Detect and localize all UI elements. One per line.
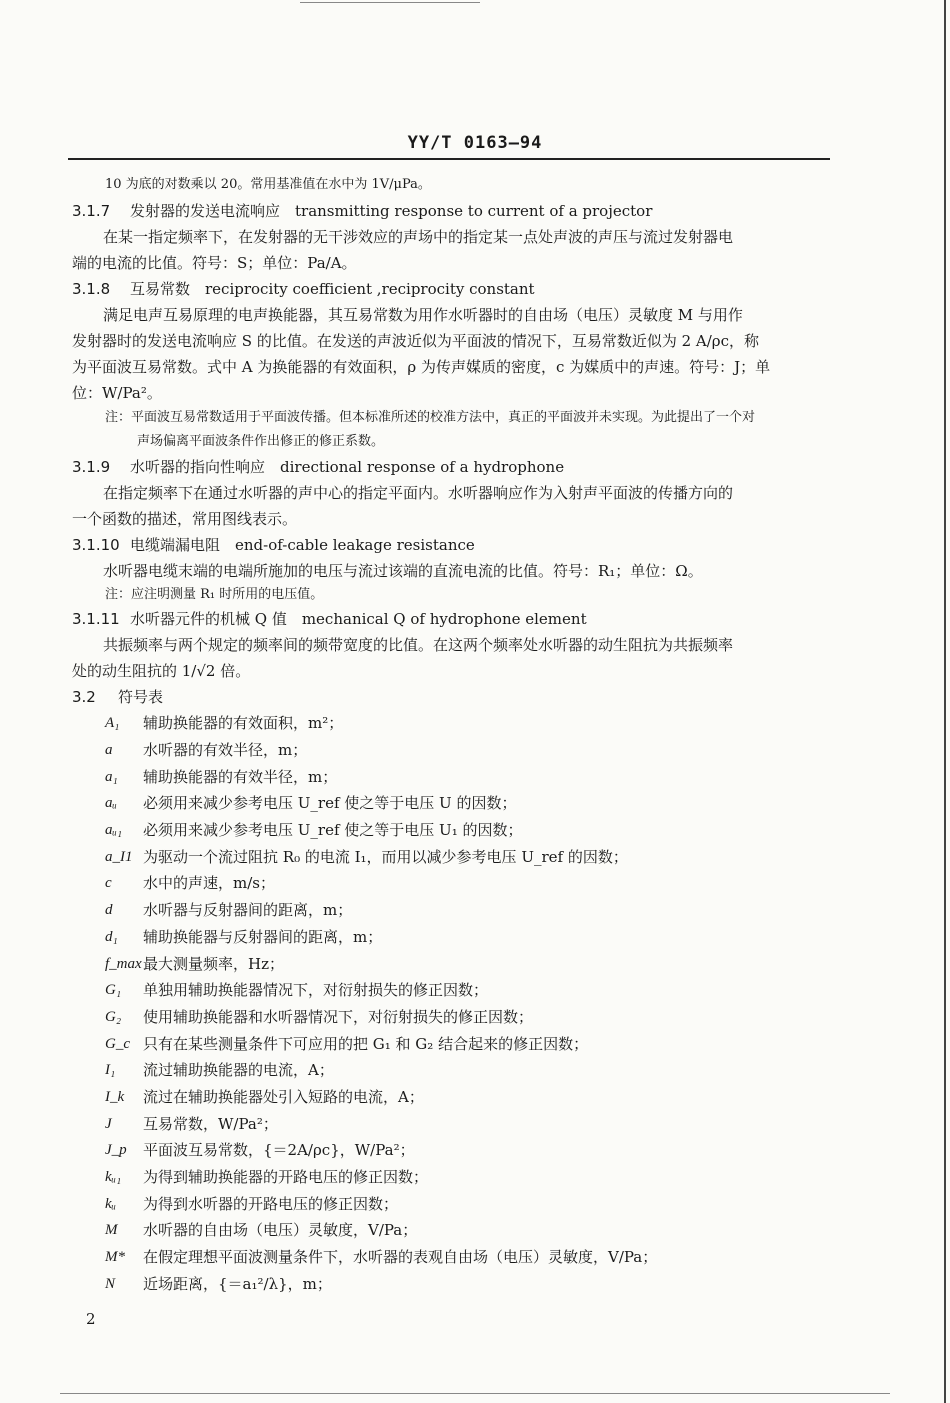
symbol-description: 辅助换能器的有效半径，m；	[143, 767, 338, 786]
symbol-description: 水听器的有效半径，m；	[143, 741, 308, 760]
symbol-term: M*	[105, 1249, 125, 1266]
symbol-row	[72, 1190, 832, 1217]
symbol-row	[72, 870, 832, 897]
symbol-row	[72, 1084, 832, 1111]
scan-edge-line	[944, 0, 946, 1403]
symbol-row	[72, 1270, 832, 1297]
symbol-term: a	[105, 742, 113, 759]
symbol-description: 流过在辅助换能器处引入短路的电流，A；	[143, 1087, 424, 1106]
symbol-term: d₁	[105, 928, 118, 945]
section-title: 电缆端漏电阻 end-of-cable leakage resistance	[130, 536, 475, 554]
symbol-description: 使用辅助换能器和水听器情况下，对衍射损失的修正因数；	[143, 1007, 534, 1026]
symbol-description: 水中的声速，m/s；	[143, 874, 275, 893]
symbol-term: c	[105, 875, 112, 892]
paragraph-line: 端的电流的比值。符号：S；单位：Pa/A。	[72, 254, 357, 272]
symbol-row	[72, 1137, 832, 1164]
symbol-term: G₁	[105, 982, 122, 999]
symbol-term: d	[105, 902, 113, 919]
section-number: 3.2	[72, 688, 96, 706]
paragraph-line: 在某一指定频率下，在发射器的无干涉效应的声场中的指定某一点处声波的声压与流过发射器电	[103, 228, 734, 246]
section-number: 3.1.10	[72, 536, 120, 554]
symbol-description: 近场距离，{＝a₁²/λ}，m；	[143, 1274, 332, 1293]
symbol-description: 只有在某些测量条件下可应用的把 G₁ 和 G₂ 结合起来的修正因数；	[143, 1034, 589, 1053]
note-line: 注：应注明测量 R₁ 时所用的电压值。	[105, 587, 324, 602]
symbol-term: aᵤ	[105, 795, 117, 812]
symbol-description: 在假定理想平面波测量条件下，水听器的表观自由场（电压）灵敏度，V/Pa；	[143, 1248, 658, 1267]
section-number: 3.1.11	[72, 610, 120, 628]
paragraph-line: 位：W/Pa²。	[72, 384, 162, 402]
symbol-description: 水听器的自由场（电压）灵敏度，V/Pa；	[143, 1221, 418, 1240]
symbol-description: 必须用来减少参考电压 U_ref 使之等于电压 U₁ 的因数；	[143, 821, 523, 840]
symbol-row	[72, 950, 832, 977]
section-3-1-9-heading	[72, 454, 832, 480]
symbol-term: a_I1	[105, 848, 133, 865]
symbol-row	[72, 1110, 832, 1137]
symbol-row	[72, 1030, 832, 1057]
symbol-description: 辅助换能器的有效面积，m²；	[143, 714, 344, 733]
symbol-row	[72, 710, 832, 737]
text-line: 10 为底的对数乘以 20。常用基准值在水中为 1V/μPa。	[105, 177, 431, 192]
symbol-term: a₁	[105, 768, 118, 785]
symbol-description: 单独用辅助换能器情况下，对衍射损失的修正因数；	[143, 981, 489, 1000]
symbol-term: J	[105, 1115, 112, 1132]
section-title: 水听器元件的机械 Q 值 mechanical Q of hydrophone element	[130, 610, 587, 628]
symbol-row	[72, 1217, 832, 1244]
paragraph-line: 为平面波互易常数。式中 A 为换能器的有效面积，ρ 为传声媒质的密度，c 为媒质中的声速。符号：J；单	[72, 358, 771, 376]
section-title: 符号表	[118, 688, 164, 706]
symbol-row	[72, 790, 832, 817]
note-line: 声场偏离平面波条件作出修正的修正系数。	[137, 434, 385, 449]
symbol-description: 为得到水听器的开路电压的修正因数；	[143, 1194, 399, 1213]
section-number: 3.1.8	[72, 280, 111, 298]
paragraph-line: 水听器电缆末端的电端所施加的电压与流过该端的直流电流的比值。符号：R₁；单位：Ω。	[103, 562, 703, 580]
symbol-term: N	[105, 1275, 116, 1292]
symbol-description: 平面波互易常数，{＝2A/ρc}，W/Pa²；	[143, 1141, 415, 1160]
symbol-description: 水听器与反射器间的距离，m；	[143, 901, 353, 920]
symbol-description: 为驱动一个流过阻抗 R₀ 的电流 I₁，而用以减少参考电压 U_ref 的因数；	[143, 847, 628, 866]
paragraph-line: 共振频率与两个规定的频率间的频带宽度的比值。在这两个频率处水听器的动生阻抗为共振频率	[103, 636, 734, 654]
section-title: 水听器的指向性响应 directional response of a hydrophone	[130, 458, 565, 476]
symbol-description: 最大测量频率，Hz；	[143, 954, 284, 973]
page-number: 2	[86, 1310, 96, 1328]
symbol-term: I_k	[105, 1088, 125, 1105]
symbol-term: kᵤ	[105, 1195, 117, 1212]
document-body	[72, 172, 832, 1297]
symbol-list	[72, 710, 832, 1297]
symbol-row	[72, 897, 832, 924]
symbol-row	[72, 817, 832, 844]
paragraph-line: 一个函数的描述，常用图线表示。	[72, 510, 298, 528]
symbol-row	[72, 977, 832, 1004]
symbol-term: G₂	[105, 1008, 122, 1025]
symbol-term: f_max	[105, 955, 142, 972]
symbol-description: 为得到辅助换能器的开路电压的修正因数；	[143, 1168, 429, 1187]
scan-dash-top	[300, 2, 480, 3]
header-rule	[68, 158, 830, 160]
section-number: 3.1.7	[72, 202, 111, 220]
paragraph-line: 处的动生阻抗的 1/√2 倍。	[72, 662, 251, 680]
symbol-row	[72, 1164, 832, 1191]
section-3-1-8-heading	[72, 276, 832, 302]
symbol-term: J_p	[105, 1142, 127, 1159]
symbol-term: aᵤ₁	[105, 822, 123, 839]
section-number: 3.1.9	[72, 458, 111, 476]
note-line: 注：平面波互易常数适用于平面波传播。但本标准所述的校准方法中，真正的平面波并未实现。为此提出了一个对	[105, 410, 756, 425]
paragraph-line: 发射器时的发送电流响应 S 的比值。在发送的声波近似为平面波的情况下，互易常数近似为 2 A/ρc，称	[72, 332, 760, 350]
section-3-1-10-heading	[72, 532, 832, 558]
symbol-row	[72, 924, 832, 951]
symbol-term: kᵤ₁	[105, 1169, 122, 1186]
section-3-1-11-heading	[72, 606, 832, 632]
paragraph-line: 在指定频率下在通过水听器的声中心的指定平面内。水听器响应作为入射声平面波的传播方向的	[103, 484, 734, 502]
section-3-1-7-heading	[72, 198, 832, 224]
paragraph-line: 满足电声互易原理的电声换能器，其互易常数为用作水听器时的自由场（电压）灵敏度 M 与用作	[103, 306, 743, 324]
section-title: 发射器的发送电流响应 transmitting response to current of a projector	[130, 202, 653, 220]
symbol-term: G_c	[105, 1035, 130, 1052]
symbol-term: A₁	[105, 715, 120, 732]
document-code-header: YY/T 0163—94	[407, 133, 543, 153]
symbol-description: 辅助换能器与反射器间的距离，m；	[143, 927, 383, 946]
symbol-description: 必须用来减少参考电压 U_ref 使之等于电压 U 的因数；	[143, 794, 517, 813]
symbol-term: I₁	[105, 1062, 116, 1079]
symbol-description: 流过辅助换能器的电流，A；	[143, 1061, 334, 1080]
section-title: 互易常数 reciprocity coefficient ,reciprocity constant	[130, 280, 535, 298]
section-3-2-heading	[72, 684, 832, 710]
symbol-row	[72, 843, 832, 870]
symbol-row	[72, 1057, 832, 1084]
scan-dash-bottom	[60, 1393, 890, 1394]
symbol-row	[72, 737, 832, 764]
symbol-row	[72, 1244, 832, 1271]
symbol-row	[72, 1004, 832, 1031]
symbol-term: M	[105, 1222, 118, 1239]
symbol-row	[72, 763, 832, 790]
symbol-description: 互易常数，W/Pa²；	[143, 1114, 278, 1133]
